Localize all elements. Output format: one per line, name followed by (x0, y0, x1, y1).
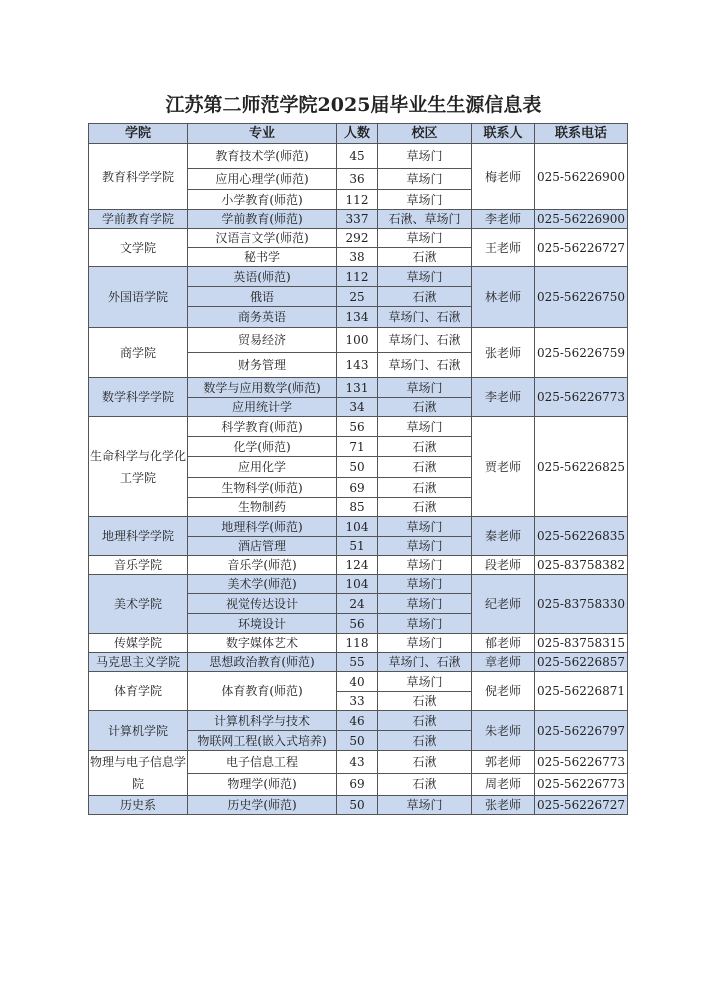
table-row (89, 751, 628, 774)
phone-cell: 025-56226727 (535, 229, 628, 267)
campus-cell: 草场门、石湫 (378, 653, 472, 672)
major-cell: 秘书学 (188, 248, 337, 267)
phone-cell: 025-83758382 (535, 556, 628, 575)
phone-cell: 025-56226759 (535, 328, 628, 378)
count-cell: 69 (337, 478, 378, 498)
count-cell: 56 (337, 614, 378, 634)
count-cell: 134 (337, 307, 378, 328)
campus-cell: 石湫、草场门 (378, 210, 472, 229)
college-cell: 地理科学学院 (89, 517, 188, 556)
campus-cell: 草场门 (378, 169, 472, 190)
campus-cell: 草场门 (378, 556, 472, 575)
table-row (89, 556, 628, 575)
campus-cell: 草场门、石湫 (378, 328, 472, 353)
campus-cell: 草场门 (378, 378, 472, 398)
campus-cell: 石湫 (378, 437, 472, 457)
count-cell: 118 (337, 634, 378, 653)
campus-cell: 石湫 (378, 398, 472, 417)
campus-cell: 草场门 (378, 594, 472, 614)
table-row (89, 575, 628, 594)
count-cell: 131 (337, 378, 378, 398)
major-cell: 生物制药 (188, 498, 337, 517)
contact-cell: 李老师 (472, 378, 535, 417)
campus-cell: 草场门 (378, 144, 472, 169)
major-cell: 教育技术学(师范) (188, 144, 337, 169)
campus-cell: 石湫 (378, 692, 472, 711)
header-phone: 联系电话 (535, 124, 628, 144)
campus-cell: 石湫 (378, 773, 472, 796)
header-campus: 校区 (378, 124, 472, 144)
contact-cell: 段老师 (472, 556, 535, 575)
phone-cell: 025-56226835 (535, 517, 628, 556)
table-row (89, 144, 628, 169)
college-cell: 美术学院 (89, 575, 188, 634)
count-cell: 69 (337, 773, 378, 796)
contact-cell: 贾老师 (472, 417, 535, 517)
campus-cell: 草场门 (378, 537, 472, 556)
major-cell: 地理科学(师范) (188, 517, 337, 537)
major-cell: 环境设计 (188, 614, 337, 634)
campus-cell: 草场门 (378, 634, 472, 653)
major-cell: 物理学(师范) (188, 773, 337, 796)
count-cell: 55 (337, 653, 378, 672)
phone-cell: 025-56226871 (535, 672, 628, 711)
header-college: 学院 (89, 124, 188, 144)
campus-cell: 草场门 (378, 417, 472, 437)
major-cell: 视觉传达设计 (188, 594, 337, 614)
major-cell: 科学教育(师范) (188, 417, 337, 437)
count-cell: 51 (337, 537, 378, 556)
phone-cell: 025-56226900 (535, 210, 628, 229)
campus-cell: 石湫 (378, 287, 472, 307)
table-row (89, 517, 628, 537)
table-row (89, 267, 628, 287)
contact-cell: 梅老师 (472, 144, 535, 210)
table-row (89, 328, 628, 353)
count-cell: 40 (337, 672, 378, 692)
major-cell: 汉语言文学(师范) (188, 229, 337, 248)
campus-cell: 草场门 (378, 267, 472, 287)
contact-cell: 纪老师 (472, 575, 535, 634)
table-row (89, 417, 628, 437)
campus-cell: 草场门、石湫 (378, 353, 472, 378)
contact-cell: 章老师 (472, 653, 535, 672)
major-cell: 英语(师范) (188, 267, 337, 287)
table-row (89, 796, 628, 815)
major-cell: 计算机科学与技术 (188, 711, 337, 731)
college-cell: 历史系 (89, 796, 188, 815)
phone-cell: 025-83758330 (535, 575, 628, 634)
major-cell: 思想政治教育(师范) (188, 653, 337, 672)
contact-cell: 郭老师 (472, 751, 535, 774)
major-cell: 应用心理学(师范) (188, 169, 337, 190)
college-cell: 体育学院 (89, 672, 188, 711)
table-row (89, 672, 628, 692)
college-cell: 文学院 (89, 229, 188, 267)
page-title: 江苏第二师范学院2025届毕业生生源信息表 (165, 94, 542, 116)
contact-cell: 林老师 (472, 267, 535, 328)
major-cell: 应用化学 (188, 457, 337, 478)
phone-cell: 025-56226773 (535, 751, 628, 774)
count-cell: 337 (337, 210, 378, 229)
campus-cell: 草场门、石湫 (378, 307, 472, 328)
header-count: 人数 (337, 124, 378, 144)
campus-cell: 石湫 (378, 751, 472, 774)
count-cell: 143 (337, 353, 378, 378)
college-cell: 计算机学院 (89, 711, 188, 751)
college-cell: 外国语学院 (89, 267, 188, 328)
phone-cell: 025-56226773 (535, 378, 628, 417)
count-cell: 36 (337, 169, 378, 190)
phone-cell: 025-56226857 (535, 653, 628, 672)
graduate-info-table (88, 123, 628, 815)
header-contact: 联系人 (472, 124, 535, 144)
major-cell: 酒店管理 (188, 537, 337, 556)
count-cell: 85 (337, 498, 378, 517)
major-cell: 贸易经济 (188, 328, 337, 353)
count-cell: 112 (337, 190, 378, 210)
campus-cell: 草场门 (378, 614, 472, 634)
phone-cell: 025-56226900 (535, 144, 628, 210)
header-major: 专业 (188, 124, 337, 144)
count-cell: 50 (337, 796, 378, 815)
major-cell: 俄语 (188, 287, 337, 307)
campus-cell: 草场门 (378, 190, 472, 210)
major-cell: 化学(师范) (188, 437, 337, 457)
count-cell: 24 (337, 594, 378, 614)
count-cell: 45 (337, 144, 378, 169)
count-cell: 33 (337, 692, 378, 711)
contact-cell: 秦老师 (472, 517, 535, 556)
count-cell: 104 (337, 517, 378, 537)
table-row (89, 711, 628, 731)
phone-cell: 025-56226825 (535, 417, 628, 517)
college-cell: 物理与电子信息学院 (89, 751, 188, 796)
campus-cell: 石湫 (378, 731, 472, 751)
table-row (89, 378, 628, 398)
table-row (89, 634, 628, 653)
campus-cell: 石湫 (378, 711, 472, 731)
table-header-row (89, 124, 628, 144)
count-cell: 56 (337, 417, 378, 437)
college-cell: 数学科学学院 (89, 378, 188, 417)
major-cell: 历史学(师范) (188, 796, 337, 815)
major-cell: 电子信息工程 (188, 751, 337, 774)
contact-cell: 朱老师 (472, 711, 535, 751)
college-cell: 传媒学院 (89, 634, 188, 653)
campus-cell: 石湫 (378, 248, 472, 267)
major-cell: 学前教育(师范) (188, 210, 337, 229)
contact-cell: 张老师 (472, 328, 535, 378)
major-cell: 商务英语 (188, 307, 337, 328)
phone-cell: 025-56226727 (535, 796, 628, 815)
count-cell: 25 (337, 287, 378, 307)
major-cell: 物联网工程(嵌入式培养) (188, 731, 337, 751)
count-cell: 34 (337, 398, 378, 417)
count-cell: 112 (337, 267, 378, 287)
contact-cell: 王老师 (472, 229, 535, 267)
campus-cell: 石湫 (378, 498, 472, 517)
contact-cell: 李老师 (472, 210, 535, 229)
major-cell: 小学教育(师范) (188, 190, 337, 210)
count-cell: 71 (337, 437, 378, 457)
major-cell: 生物科学(师范) (188, 478, 337, 498)
contact-cell: 郁老师 (472, 634, 535, 653)
college-cell: 生命科学与化学化工学院 (89, 417, 188, 517)
phone-cell: 025-56226797 (535, 711, 628, 751)
contact-cell: 张老师 (472, 796, 535, 815)
campus-cell: 草场门 (378, 575, 472, 594)
college-cell: 马克思主义学院 (89, 653, 188, 672)
campus-cell: 草场门 (378, 229, 472, 248)
count-cell: 38 (337, 248, 378, 267)
major-cell: 体育教育(师范) (188, 672, 337, 711)
campus-cell: 草场门 (378, 672, 472, 692)
college-cell: 学前教育学院 (89, 210, 188, 229)
count-cell: 124 (337, 556, 378, 575)
campus-cell: 石湫 (378, 478, 472, 498)
campus-cell: 石湫 (378, 457, 472, 478)
count-cell: 100 (337, 328, 378, 353)
major-cell: 数字媒体艺术 (188, 634, 337, 653)
count-cell: 50 (337, 731, 378, 751)
phone-cell: 025-56226750 (535, 267, 628, 328)
phone-cell: 025-83758315 (535, 634, 628, 653)
college-cell: 商学院 (89, 328, 188, 378)
major-cell: 数学与应用数学(师范) (188, 378, 337, 398)
table-row (89, 210, 628, 229)
contact-cell: 倪老师 (472, 672, 535, 711)
major-cell: 应用统计学 (188, 398, 337, 417)
major-cell: 美术学(师范) (188, 575, 337, 594)
count-cell: 43 (337, 751, 378, 774)
major-cell: 财务管理 (188, 353, 337, 378)
college-cell: 音乐学院 (89, 556, 188, 575)
count-cell: 104 (337, 575, 378, 594)
college-cell: 教育科学学院 (89, 144, 188, 210)
major-cell: 音乐学(师范) (188, 556, 337, 575)
count-cell: 46 (337, 711, 378, 731)
campus-cell: 草场门 (378, 517, 472, 537)
contact-cell: 周老师 (472, 773, 535, 796)
phone-cell: 025-56226773 (535, 773, 628, 796)
table-body (89, 144, 628, 815)
campus-cell: 草场门 (378, 796, 472, 815)
table-row (89, 229, 628, 248)
count-cell: 292 (337, 229, 378, 248)
count-cell: 50 (337, 457, 378, 478)
table-row (89, 653, 628, 672)
